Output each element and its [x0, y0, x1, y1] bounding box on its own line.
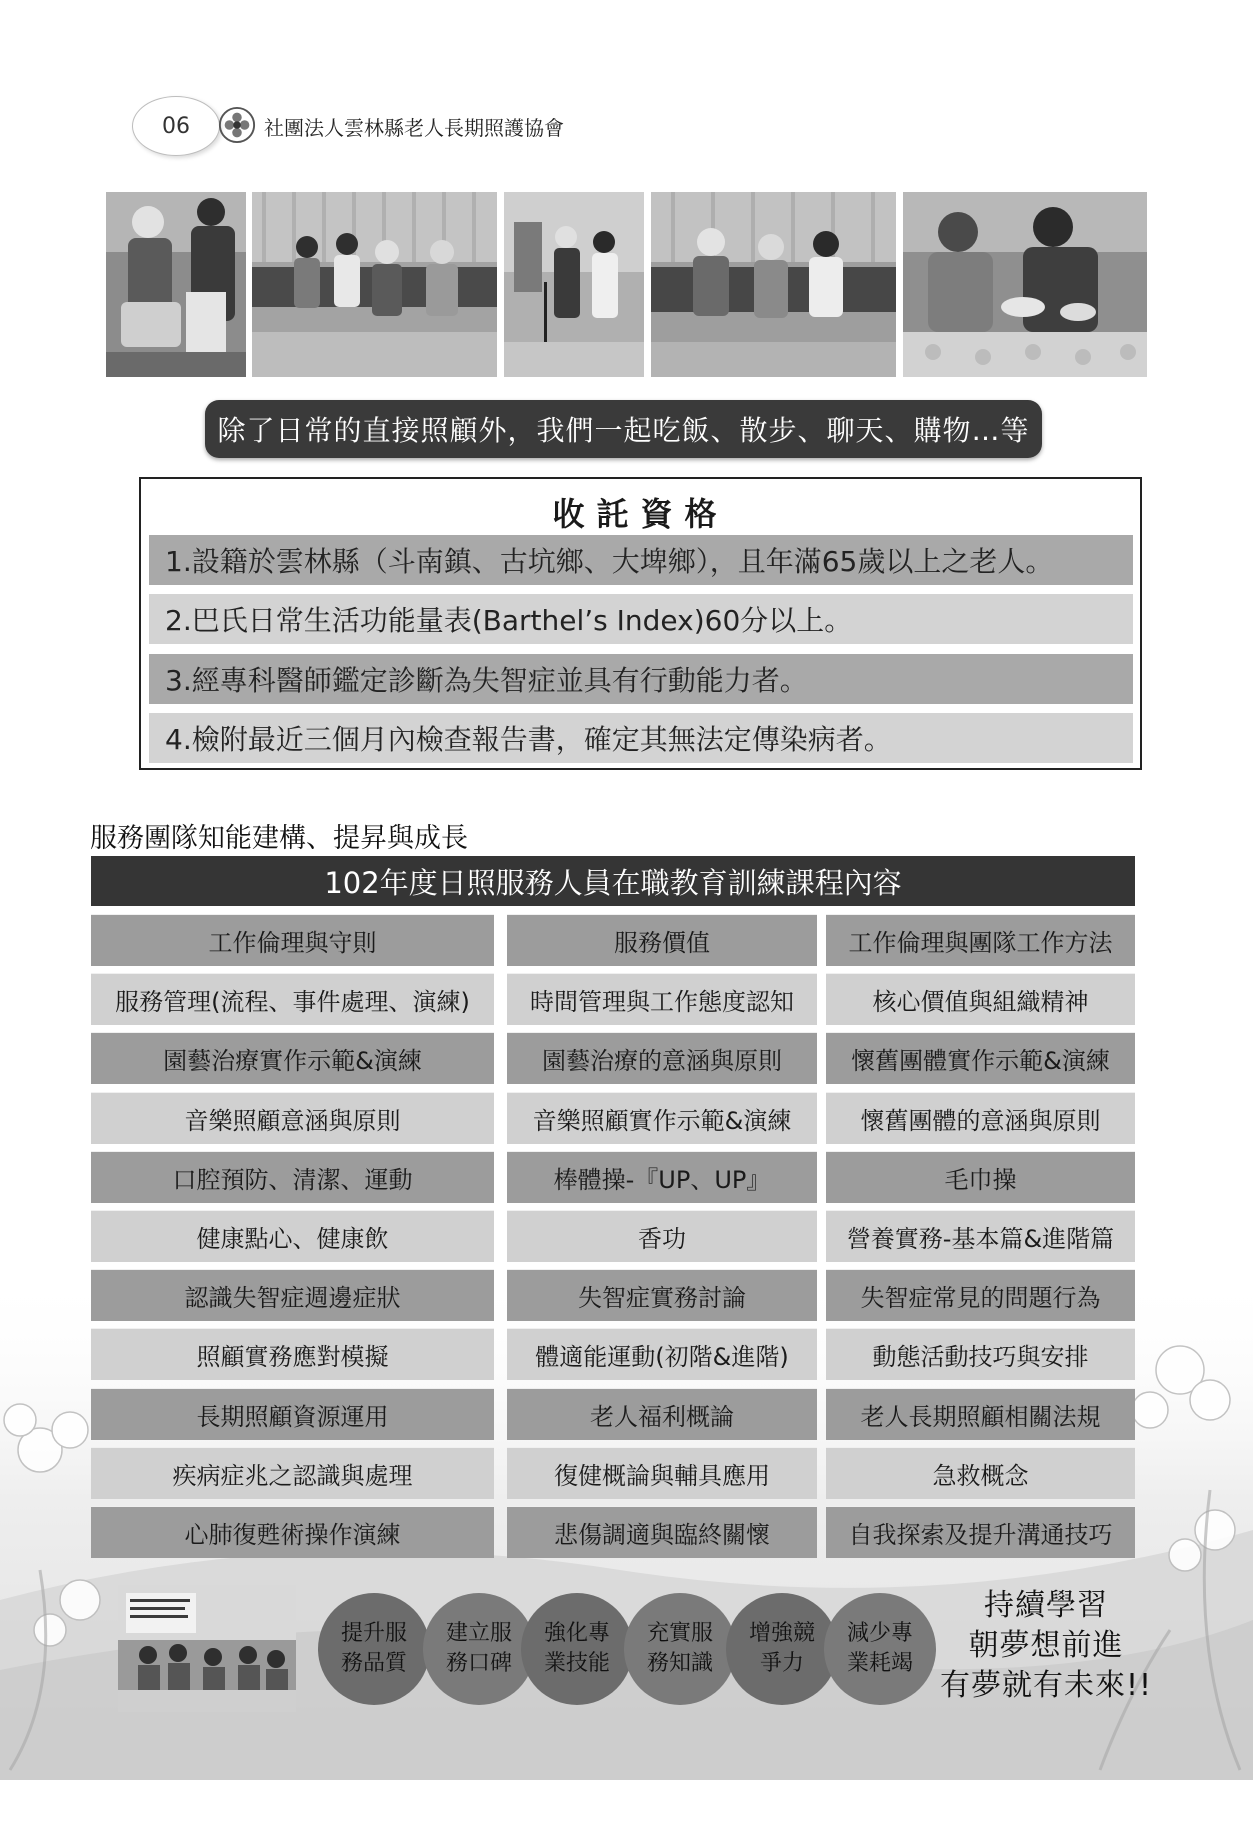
course-cell: 老人長期照顧相關法規: [826, 1388, 1135, 1440]
eligibility-item: 1.設籍於雲林縣（斗南鎮、古坑鄉、大埤鄉），且年滿65歲以上之老人。: [149, 535, 1133, 585]
eligibility-item: 2.巴氏日常生活功能量表(Barthel’s Index)60分以上。: [149, 594, 1133, 644]
course-cell: 口腔預防、清潔、運動: [91, 1151, 494, 1203]
course-cell: 復健概論與輔具應用: [507, 1447, 817, 1499]
course-cell: 園藝治療的意涵與原則: [507, 1032, 817, 1084]
goal-text: 充實服: [646, 1621, 713, 1646]
course-cell: 音樂照顧實作示範&演練: [507, 1092, 817, 1144]
eating-together-photo: [903, 192, 1147, 377]
course-cell: 健康點心、健康飲: [91, 1210, 494, 1262]
course-cell: 工作倫理與守則: [91, 914, 494, 966]
course-cell: 照顧實務應對模擬: [91, 1328, 494, 1380]
activities-caption-banner: [205, 400, 1042, 458]
elders-chatting-on-bench-photo: [651, 192, 896, 377]
course-cell: 服務價值: [507, 914, 817, 966]
course-cell: 核心價值與組織精神: [826, 973, 1135, 1025]
goal-text: 提升服: [340, 1621, 407, 1646]
activities-caption: 除了日常的直接照顧外，我們一起吃飯、散步、聊天、購物…等: [217, 414, 1030, 447]
goal-text: 業耗竭: [846, 1651, 913, 1676]
training-session-photo: [118, 1585, 296, 1712]
course-cell: 懷舊團體的意涵與原則: [826, 1092, 1135, 1144]
goal-text: 務口碑: [445, 1651, 512, 1676]
slogan-line: 有夢就有未來!!: [939, 1668, 1153, 1703]
course-cell: 音樂照顧意涵與原則: [91, 1092, 494, 1144]
walking-with-cane-photo: [504, 192, 644, 377]
eligibility-title: 收託資格: [552, 495, 729, 533]
caregiver-with-elder-shopping-photo: [106, 192, 246, 377]
goal-circle: [824, 1593, 936, 1705]
course-cell: 香功: [507, 1210, 817, 1262]
flower-emblem-icon: [218, 106, 256, 144]
course-table-title: 102年度日照服務人員在職教育訓練課程內容: [91, 856, 1135, 906]
course-cell: 疾病症兆之認識與處理: [91, 1447, 494, 1499]
goal-circle: [423, 1593, 535, 1705]
course-cell: 時間管理與工作態度認知: [507, 973, 817, 1025]
goal-text: 務知識: [646, 1651, 713, 1676]
course-cell: 毛巾操: [826, 1151, 1135, 1203]
course-cell: 老人福利概論: [507, 1388, 817, 1440]
course-cell: 失智症實務討論: [507, 1269, 817, 1321]
goal-text: 建立服: [445, 1621, 512, 1646]
slogan-line: 朝夢想前進: [968, 1628, 1124, 1663]
course-cell: 營養實務-基本篇&進階篇: [826, 1210, 1135, 1262]
goal-text: 務品質: [340, 1651, 407, 1676]
eligibility-item: 4.檢附最近三個月內檢查報告書，確定其無法定傳染病者。: [149, 713, 1133, 763]
course-cell: 服務管理(流程、事件處理、演練): [91, 973, 494, 1025]
eligibility-box: [139, 477, 1142, 770]
goal-circle: [521, 1593, 633, 1705]
course-cell: 心肺復甦術操作演練: [91, 1506, 494, 1558]
elders-sitting-on-bench-photo: [252, 192, 497, 377]
goal-text: 減少專: [846, 1621, 913, 1646]
course-cell: 認識失智症週邊症狀: [91, 1269, 494, 1321]
goal-circle: [726, 1593, 838, 1705]
course-cell: 急救概念: [826, 1447, 1135, 1499]
goal-text: 爭力: [759, 1651, 804, 1676]
goal-circle: [318, 1593, 430, 1705]
slogan-line: 持續學習: [984, 1588, 1108, 1623]
course-cell: 自我探索及提升溝通技巧: [826, 1506, 1135, 1558]
course-cell: 工作倫理與團隊工作方法: [826, 914, 1135, 966]
organization-name: 社團法人雲林縣老人長期照護協會: [264, 116, 564, 140]
course-cell: 棒體操-『UP、UP』: [507, 1151, 817, 1203]
slogan: [936, 1586, 1156, 1706]
goal-text: 業技能: [543, 1651, 610, 1676]
eligibility-item: 3.經專科醫師鑑定診斷為失智症並具有行動能力者。: [149, 654, 1133, 704]
course-cell: 長期照顧資源運用: [91, 1388, 494, 1440]
section-heading: 服務團隊知能建構、提昇與成長: [90, 823, 468, 854]
page-number-badge: [132, 96, 220, 156]
goal-text: 增強競: [748, 1621, 815, 1646]
course-cell: 體適能運動(初階&進階): [507, 1328, 817, 1380]
course-cell: 動態活動技巧與安排: [826, 1328, 1135, 1380]
goal-text: 強化專: [543, 1621, 610, 1646]
course-cell: 園藝治療實作示範&演練: [91, 1032, 494, 1084]
goal-circle: [624, 1593, 736, 1705]
course-cell: 失智症常見的問題行為: [826, 1269, 1135, 1321]
page-number: 06: [162, 113, 190, 139]
course-cell: 悲傷調適與臨終關懷: [507, 1506, 817, 1558]
course-cell: 懷舊團體實作示範&演練: [826, 1032, 1135, 1084]
